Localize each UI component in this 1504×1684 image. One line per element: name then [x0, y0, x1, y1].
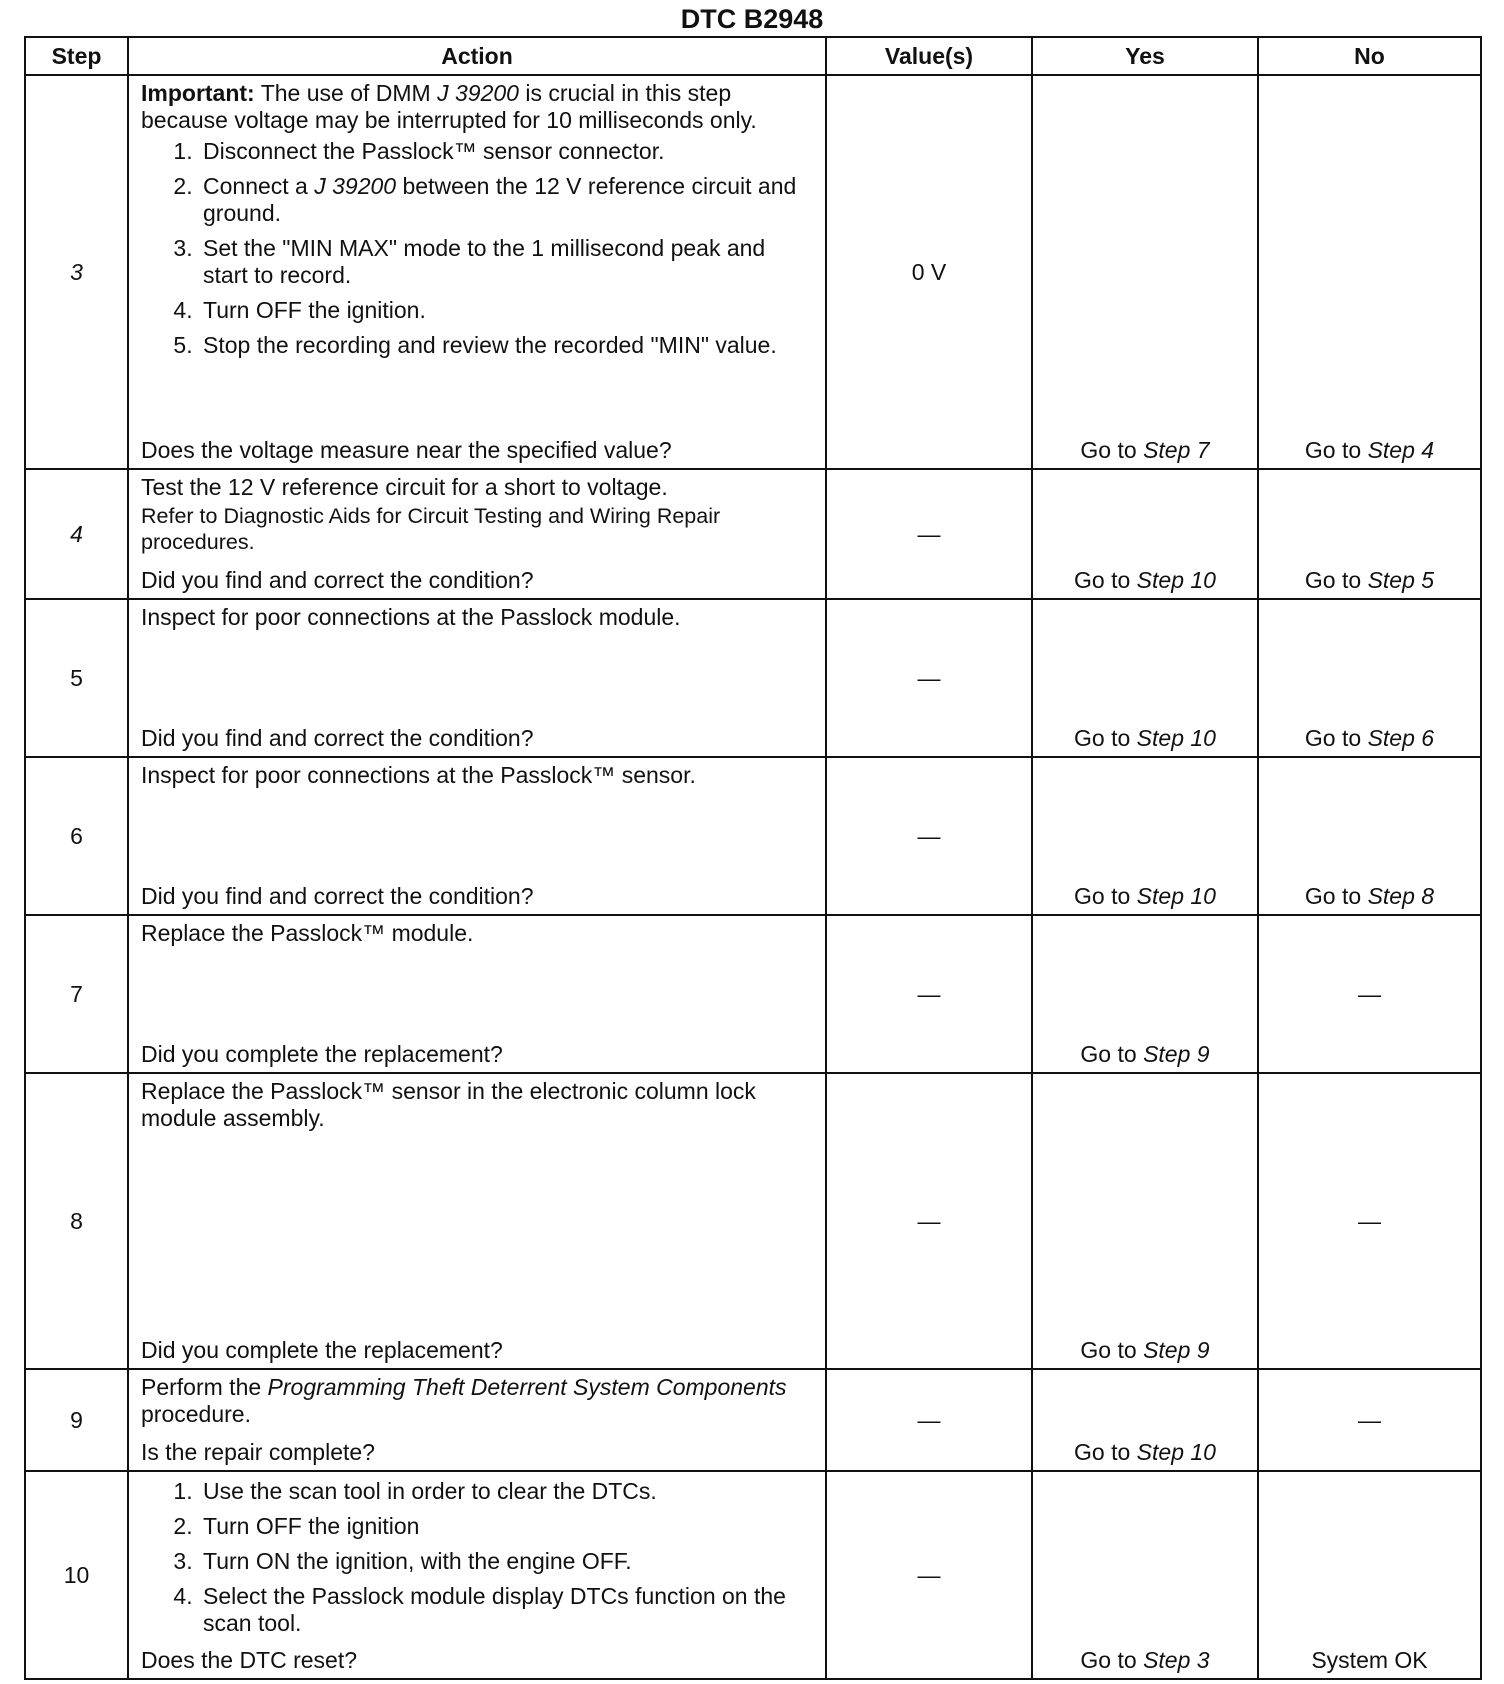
yes-step-ref: Step 9	[1143, 1041, 1210, 1067]
action-cell	[128, 1369, 826, 1471]
yes-step-ref: Step 10	[1136, 1439, 1216, 1465]
action-question: Does the voltage measure near the specified value?	[141, 437, 672, 463]
action-text: Inspect for poor connections at the Passlock module.	[141, 604, 681, 630]
action-question: Is the repair complete?	[141, 1439, 375, 1465]
action-cell	[128, 915, 826, 1073]
action-cell	[128, 1073, 826, 1369]
header-values: Value(s)	[826, 37, 1032, 75]
tool-name: J 39200	[437, 80, 519, 106]
list-item: 2. Turn OFF the ignition	[199, 1513, 815, 1540]
tool-name: J 39200	[314, 173, 397, 199]
list-item: 4. Select the Passlock module display DTCs function on the scan tool.	[199, 1583, 815, 1637]
no-cell: Go to Step 8	[1258, 757, 1481, 915]
list-item: 4. Turn OFF the ignition.	[199, 297, 815, 324]
action-content	[129, 1074, 825, 1368]
action-cell	[128, 75, 826, 469]
action-content	[129, 916, 825, 1072]
list-item: 3. Set the "MIN MAX" mode to the 1 millisecond peak and start to record.	[199, 235, 815, 289]
header-action: Action	[128, 37, 826, 75]
action-content	[129, 470, 825, 598]
yes-cell: Go to Step 9	[1032, 1073, 1258, 1369]
value-cell: —	[826, 757, 1032, 915]
procedure-list	[141, 1478, 815, 1639]
yes-cell: Go to Step 10	[1032, 757, 1258, 915]
list-item: 2. Connect a J 39200 between the 12 V reference circuit and ground.	[199, 173, 815, 227]
yes-cell: Go to Step 10	[1032, 469, 1258, 599]
no-step-ref: Step 5	[1367, 567, 1435, 593]
list-item: 1. Use the scan tool in order to clear the DTCs.	[199, 1478, 815, 1505]
action-cell	[128, 599, 826, 757]
no-step-ref: Step 4	[1367, 437, 1435, 463]
header-no: No	[1258, 37, 1481, 75]
table-row	[25, 1369, 1481, 1471]
action-text: Inspect for poor connections at the Passlock™ sensor.	[141, 762, 696, 788]
action-content	[129, 600, 825, 756]
value-cell: —	[826, 599, 1032, 757]
action-content	[129, 758, 825, 914]
yes-step-ref: Step 10	[1136, 883, 1216, 909]
header-step: Step	[25, 37, 128, 75]
table-row	[25, 599, 1481, 757]
table-row	[25, 469, 1481, 599]
procedure-list	[141, 138, 815, 359]
action-question: Did you find and correct the condition?	[141, 883, 534, 909]
important-note: Important: The use of DMM J 39200 is crucial in this step because voltage may be interrupted for 10 milliseconds only.	[141, 80, 757, 133]
step-number: 3	[25, 75, 128, 469]
step-number: 9	[25, 1369, 128, 1471]
table-header-row	[25, 37, 1481, 75]
yes-cell: Go to Step 10	[1032, 599, 1258, 757]
no-step-ref: Step 6	[1367, 725, 1435, 751]
action-cell	[128, 757, 826, 915]
value-cell: —	[826, 915, 1032, 1073]
no-cell: Go to Step 5	[1258, 469, 1481, 599]
step-number: 6	[25, 757, 128, 915]
action-content	[129, 1370, 825, 1470]
yes-cell: Go to Step 3	[1032, 1471, 1258, 1679]
value-cell: —	[826, 1471, 1032, 1679]
step-number: 8	[25, 1073, 128, 1369]
no-cell: —	[1258, 915, 1481, 1073]
no-cell: Go to Step 4	[1258, 75, 1481, 469]
no-cell: Go to Step 6	[1258, 599, 1481, 757]
action-text: Replace the Passlock™ module.	[141, 920, 474, 946]
yes-cell: Go to Step 9	[1032, 915, 1258, 1073]
table-row	[25, 1073, 1481, 1369]
action-content	[129, 76, 825, 468]
list-item: 3. Turn ON the ignition, with the engine OFF.	[199, 1548, 815, 1575]
no-step-ref: Step 8	[1367, 883, 1435, 909]
action-text: Test the 12 V reference circuit for a short to voltage.	[141, 474, 668, 500]
table-row	[25, 757, 1481, 915]
action-question: Did you complete the replacement?	[141, 1041, 503, 1067]
step-number: 4	[25, 469, 128, 599]
value-cell: 0 V	[826, 75, 1032, 469]
yes-step-ref: Step 10	[1136, 567, 1216, 593]
action-text: Replace the Passlock™ sensor in the electronic column lock module assembly.	[141, 1078, 756, 1131]
action-question: Did you complete the replacement?	[141, 1337, 503, 1363]
table-row	[25, 75, 1481, 469]
yes-step-ref: Step 9	[1143, 1337, 1210, 1363]
yes-cell: Go to Step 10	[1032, 1369, 1258, 1471]
yes-step-ref: Step 10	[1136, 725, 1216, 751]
table-row	[25, 1471, 1481, 1679]
action-question: Did you find and correct the condition?	[141, 725, 534, 751]
action-cell	[128, 469, 826, 599]
action-text: Refer to Diagnostic Aids for Circuit Testing and Wiring Repair procedures.	[141, 504, 721, 554]
value-cell: —	[826, 1073, 1032, 1369]
step-number: 7	[25, 915, 128, 1073]
value-cell: —	[826, 469, 1032, 599]
no-cell: System OK	[1258, 1471, 1481, 1679]
list-item: 5. Stop the recording and review the recorded "MIN" value.	[199, 332, 815, 359]
diagnostic-table	[24, 36, 1482, 1680]
action-question: Did you find and correct the condition?	[141, 567, 534, 593]
no-cell: —	[1258, 1073, 1481, 1369]
action-question: Does the DTC reset?	[141, 1647, 358, 1673]
step-number: 5	[25, 599, 128, 757]
yes-step-ref: Step 3	[1143, 1647, 1210, 1673]
yes-step-ref: Step 7	[1143, 437, 1210, 463]
table-row	[25, 915, 1481, 1073]
procedure-name: Programming Theft Deterrent System Components	[267, 1374, 787, 1400]
action-cell	[128, 1471, 826, 1679]
yes-cell: Go to Step 7	[1032, 75, 1258, 469]
action-content	[129, 1472, 825, 1678]
list-item: 1. Disconnect the Passlock™ sensor connector.	[199, 138, 815, 165]
step-number: 10	[25, 1471, 128, 1679]
no-cell: —	[1258, 1369, 1481, 1471]
value-cell: —	[826, 1369, 1032, 1471]
action-text: Perform the Programming Theft Deterrent System Components procedure.	[141, 1374, 787, 1427]
important-label: Important:	[141, 80, 255, 106]
page-title: DTC B2948	[680, 4, 824, 34]
header-yes: Yes	[1032, 37, 1258, 75]
